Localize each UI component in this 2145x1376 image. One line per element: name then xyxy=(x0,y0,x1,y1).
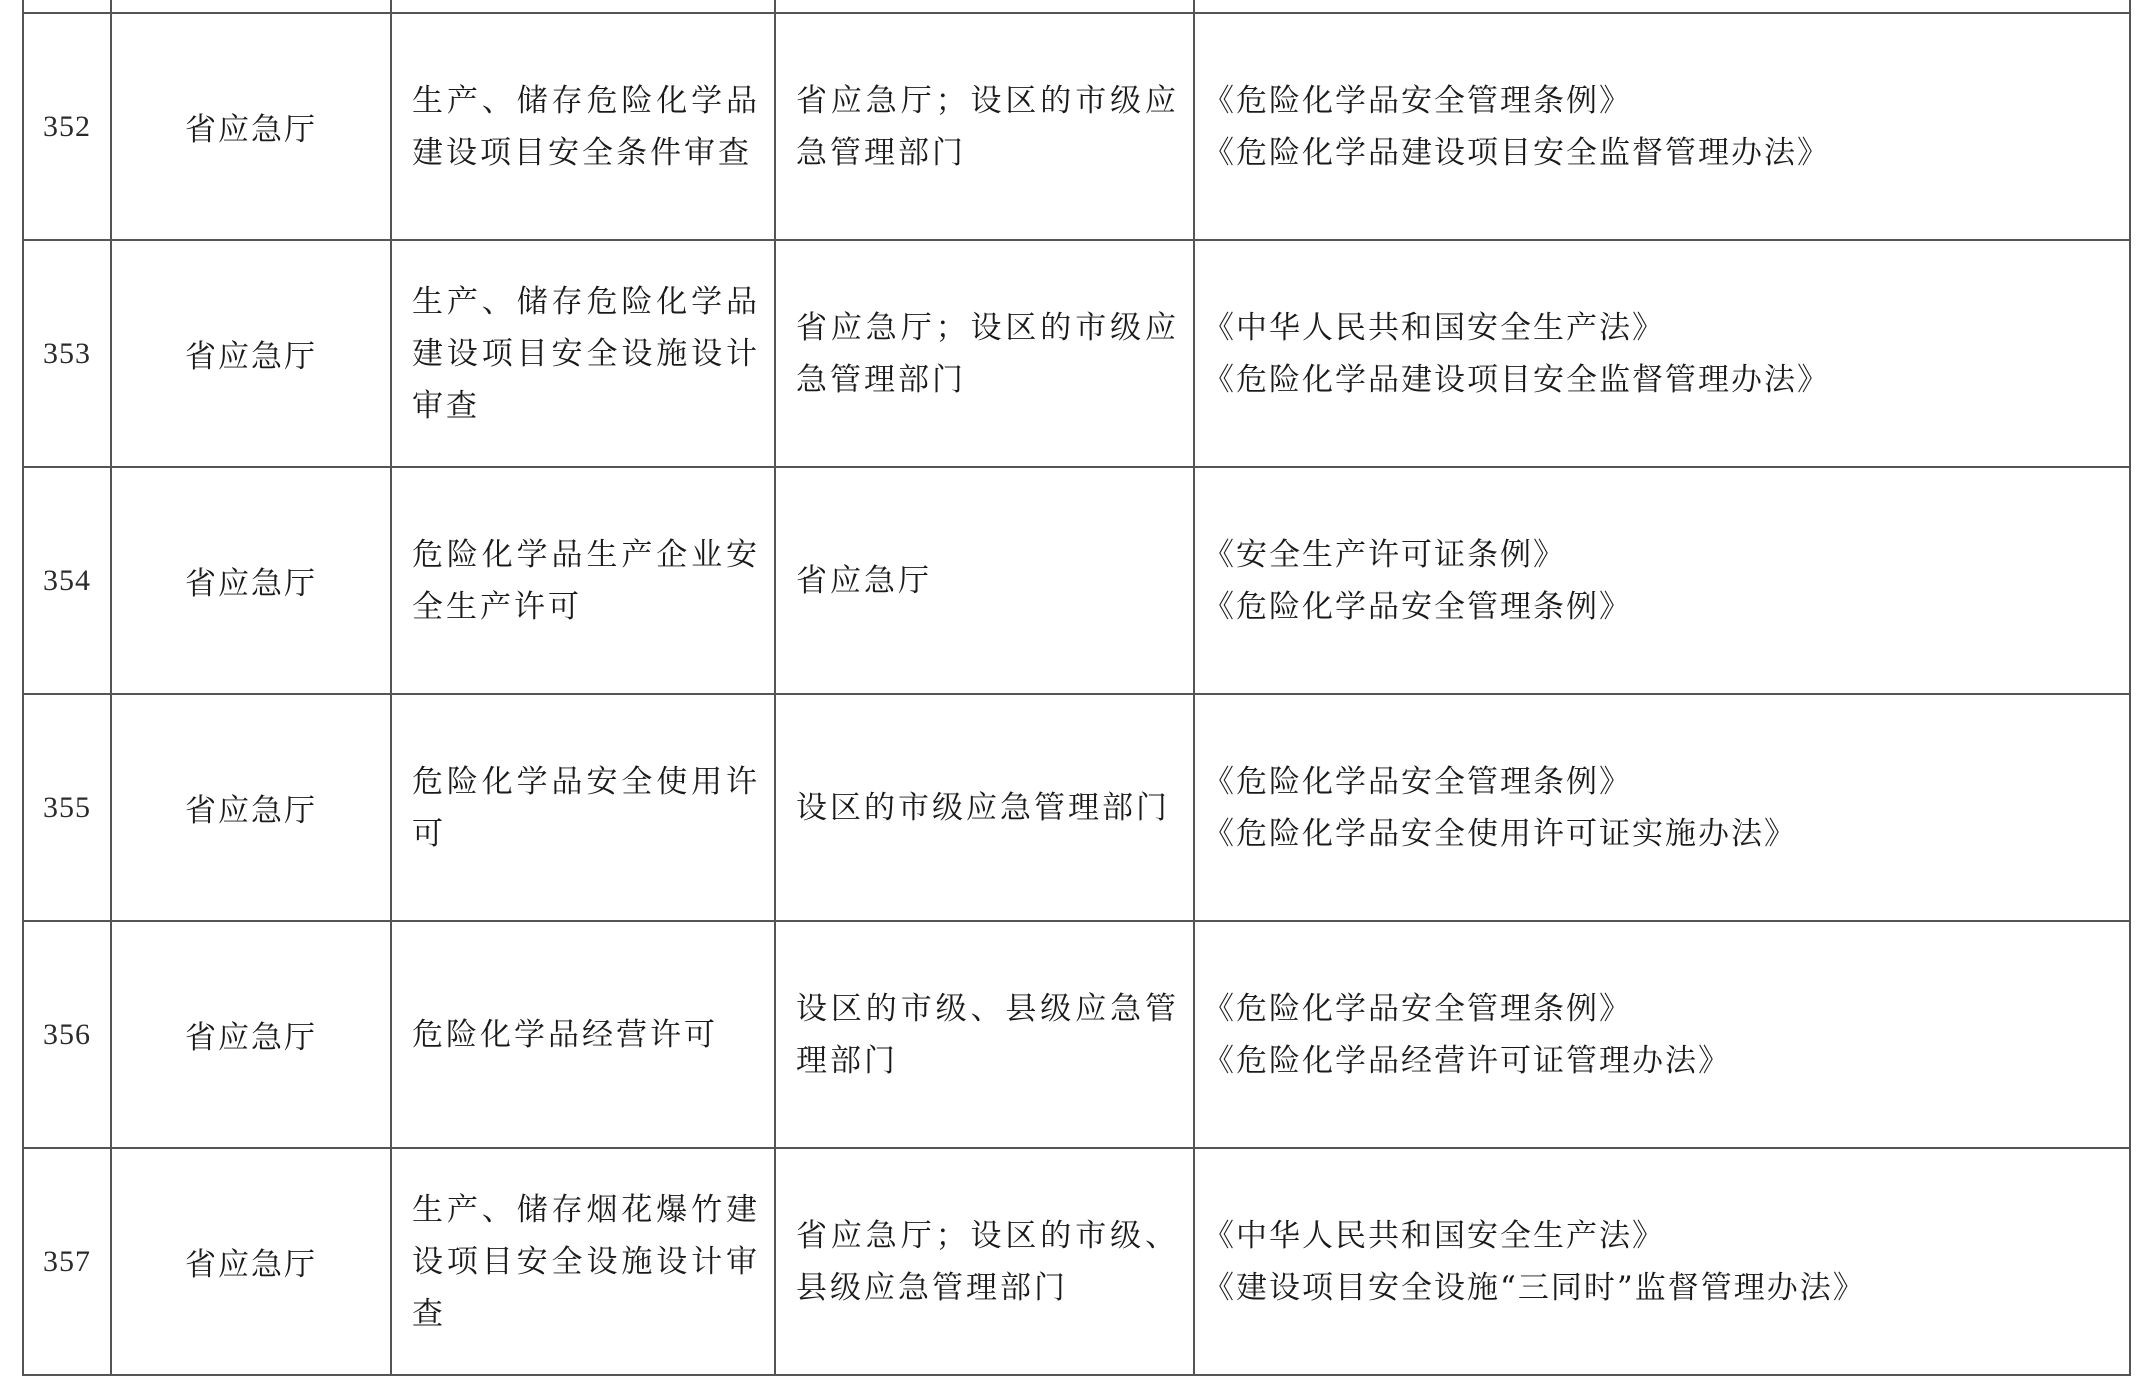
legal-basis-line: 《危险化学品经营许可证管理办法》 xyxy=(1203,1042,1731,1079)
permit-item: 生产、储存烟花爆竹建设项目安全设施设计审查 xyxy=(391,1148,775,1375)
legal-basis-line: 《中华人民共和国安全生产法》 xyxy=(1203,309,1665,346)
handling-department: 省应急厅；设区的市级应急管理部门 xyxy=(775,240,1194,467)
implementing-organ: 省应急厅 xyxy=(111,467,391,694)
table-row xyxy=(23,694,2130,921)
legal-basis-line: 《危险化学品安全管理条例》 xyxy=(1203,763,1632,800)
table-cell xyxy=(1194,0,2130,13)
handling-department: 省应急厅；设区的市级、县级应急管理部门 xyxy=(775,1148,1194,1375)
handling-department: 省应急厅 xyxy=(775,467,1194,694)
legal-basis xyxy=(1194,1148,2130,1375)
table-row xyxy=(23,1148,2130,1375)
permit-item: 危险化学品经营许可 xyxy=(391,921,775,1148)
permit-item: 生产、储存危险化学品建设项目安全设施设计审查 xyxy=(391,240,775,467)
permit-item: 危险化学品安全使用许可 xyxy=(391,694,775,921)
table-row xyxy=(23,921,2130,1148)
implementing-organ: 省应急厅 xyxy=(111,1148,391,1375)
row-number: 355 xyxy=(23,694,111,921)
table-row-partial xyxy=(23,0,2130,13)
implementing-organ: 省应急厅 xyxy=(111,921,391,1148)
handling-department: 设区的市级应急管理部门 xyxy=(775,694,1194,921)
handling-department: 省应急厅；设区的市级应急管理部门 xyxy=(775,13,1194,240)
row-number: 357 xyxy=(23,1148,111,1375)
legal-basis-line: 《危险化学品安全使用许可证实施办法》 xyxy=(1203,815,1797,852)
legal-basis-line: 《中华人民共和国安全生产法》 xyxy=(1203,1217,1665,1254)
legal-basis-line: 《危险化学品建设项目安全监督管理办法》 xyxy=(1203,134,1830,171)
implementing-organ: 省应急厅 xyxy=(111,694,391,921)
legal-basis xyxy=(1194,240,2130,467)
table-cell xyxy=(775,0,1194,13)
page-margin xyxy=(2136,0,2145,1360)
row-number: 356 xyxy=(23,921,111,1148)
row-number: 354 xyxy=(23,467,111,694)
row-number: 353 xyxy=(23,240,111,467)
table-cell xyxy=(23,0,111,13)
legal-basis-line: 《危险化学品安全管理条例》 xyxy=(1203,588,1632,625)
legal-basis xyxy=(1194,921,2130,1148)
legal-basis-line: 《建设项目安全设施“三同时”监督管理办法》 xyxy=(1203,1269,1866,1306)
legal-basis-line: 《危险化学品安全管理条例》 xyxy=(1203,990,1632,1027)
legal-basis xyxy=(1194,694,2130,921)
handling-department: 设区的市级、县级应急管理部门 xyxy=(775,921,1194,1148)
legal-basis xyxy=(1194,467,2130,694)
legal-basis xyxy=(1194,13,2130,240)
permit-item: 危险化学品生产企业安全生产许可 xyxy=(391,467,775,694)
legal-basis-line: 《危险化学品建设项目安全监督管理办法》 xyxy=(1203,361,1830,398)
row-number: 352 xyxy=(23,13,111,240)
table-cell xyxy=(391,0,775,13)
legal-basis-line: 《安全生产许可证条例》 xyxy=(1203,536,1566,573)
permit-table xyxy=(22,0,2131,1376)
table-row xyxy=(23,240,2130,467)
table-row xyxy=(23,467,2130,694)
table-row xyxy=(23,13,2130,240)
implementing-organ: 省应急厅 xyxy=(111,13,391,240)
permit-item: 生产、储存危险化学品建设项目安全条件审查 xyxy=(391,13,775,240)
implementing-organ: 省应急厅 xyxy=(111,240,391,467)
legal-basis-line: 《危险化学品安全管理条例》 xyxy=(1203,82,1632,119)
table-cell xyxy=(111,0,391,13)
